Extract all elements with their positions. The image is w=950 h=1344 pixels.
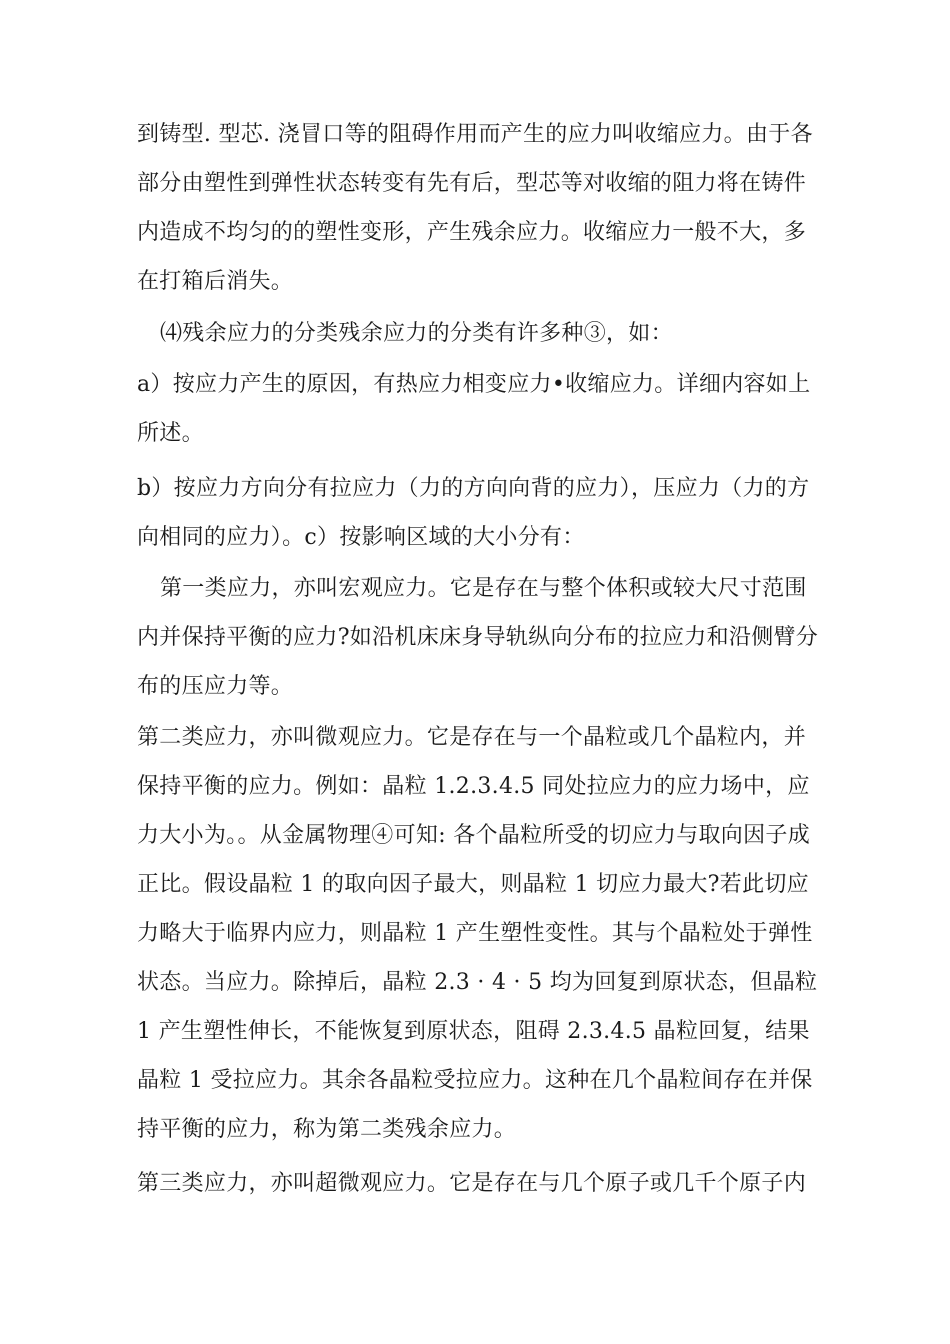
paragraph-text: 第二类应力，亦叫微观应力。它是存在与一个晶粒或几个晶粒内，并保持平衡的应力。例如：晶粒 1.2.3.4.5 同处拉应力的应力场中，应力大小为。。从金属物理④可知: 各个晶粒所受的切应力与取向因子成正比。假设晶粒 1 的取向因子最大，则晶粒 1 切应力最大?若此切应力略大于临界内应力，则晶粒 1 产生塑性变性。其与个晶粒处于弹性状态。当应力。除掉后，晶粒 2.3 · 4 · 5 均为回复到原状态，但晶粒 1 产生塑性伸长，不能恢复到原状态，阻碍 2.3.4.5 晶粒回复，结果晶粒 1 受拉应力。其余各晶粒受拉应力。这种在几个晶粒间存在并保持平衡的应力，称为第二类残余应力。 [137,725,818,1142]
paragraph-text: a）按应力产生的原因，有热应力相变应力•收缩应力。详细内容如上所述。 [137,372,811,446]
paragraph-first-type-stress [137,564,827,711]
paragraph-text: ⑷残余应力的分类残余应力的分类有许多种③，如： [160,321,673,346]
paragraph-second-type-stress [137,713,827,1154]
paragraph-text: 第一类应力，亦叫宏观应力。它是存在与整个体积或较大尺寸范围内并保持平衡的应力?如沿机床床身导轨纵向分布的拉应力和沿侧臂分布的压应力等。 [137,576,819,699]
paragraph-shrinkage-stress [137,110,827,306]
paragraph-text: b）按应力方向分有拉应力（力的方向向背的应力），压应力（力的方向相同的应力）。c）按影响区域的大小分有： [137,476,810,550]
paragraph-text: 到铸型. 型芯. 浇冒口等的阻碍作用而产生的应力叫收缩应力。由于各部分由塑性到弹性状态转变有先有后，型芯等对收缩的阻力将在铸件内造成不均匀的的塑性变形，产生残余应力。收缩应力一般不大，多在打箱后消失。 [137,122,813,294]
paragraph-item-b [137,464,827,562]
paragraph-item-a [137,360,827,458]
paragraph-third-type-stress [137,1159,827,1208]
paragraph-text: 第三类应力，亦叫超微观应力。它是存在与几个原子或几千个原子内 [137,1171,807,1196]
paragraph-classification-intro [137,309,827,358]
